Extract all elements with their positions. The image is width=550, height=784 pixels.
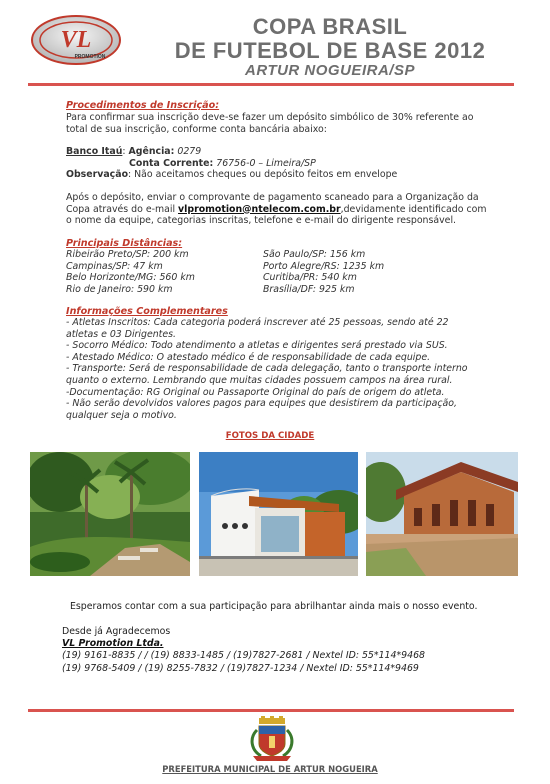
- city-photo-station: [366, 452, 518, 576]
- obs-value: : Não aceitamos cheques ou depósito feitos em envelope: [128, 169, 398, 181]
- svg-text:VL: VL: [60, 27, 92, 53]
- email-link[interactable]: vlpromotion@ntelecom.com.br: [178, 203, 341, 215]
- distance-item: Rio de Janeiro: 590 km: [66, 283, 173, 295]
- obs-label: Observação: [66, 169, 129, 181]
- distance-item: Campinas/SP: 47 km: [66, 260, 163, 272]
- invite-text: Esperamos contar com a sua participação para abrilhantar ainda mais o nosso evento.: [70, 601, 478, 612]
- header-divider: [28, 83, 514, 86]
- complementares-text: - Atletas Inscritos: Cada categoria poderá inscrever até 25 pessoas, sendo até 22 atletas e 03 Dirigentes. - Socorro Médico: Todo atendimento a atletas e dirigentes será prestado via SUS. - Atestado Médico: O atestado médico é de responsabilidade de cada equipe. - Transporte: Será de responsabilidade de cada delegação, tanto o transporte interno quanto o externo. Lembrando que muitas cidades possuem campos na área rural. -Documentação: RG Original ou Passaporte Original do país de origem do atleta. - Não serão devolvidos valores pagos para equipes que desistirem da participação, qualquer seja o motivo.: [66, 317, 468, 421]
- agencia-label: Agência:: [128, 146, 175, 157]
- prefeitura-footer-text: PREFEITURA MUNICIPAL DE ARTUR NOGUEIRA: [162, 764, 378, 774]
- distances-right-column: [263, 249, 463, 295]
- distance-item: Belo Horizonte/MG: 560 km: [66, 272, 195, 284]
- vl-promotion-logo: [30, 14, 122, 66]
- section-heading-distancias: Principais Distâncias:: [66, 238, 183, 249]
- phones-line-1: (19) 9161-8835 / / (19) 8833-1485 / (19)7827-2681 / Nextel ID: 55*114*9468: [62, 650, 426, 661]
- bank-label: Banco Itaú: [66, 146, 123, 157]
- section-heading-inscricao: Procedimentos de Inscrição:: [66, 100, 220, 111]
- footer-divider: [28, 709, 514, 712]
- distance-item: Porto Alegre/RS: 1235 km: [263, 260, 385, 272]
- city-photo-park: [30, 452, 190, 576]
- conta-value: 76756-0 – Limeira/SP: [216, 157, 316, 169]
- svg-text:PROMOTION: PROMOTION: [74, 54, 106, 60]
- thanks-text: Desde já Agradecemos: [62, 626, 171, 637]
- inscricao-text: Para confirmar sua inscrição deve-se fazer um depósito simbólico de 30% referente ao total de sua inscrição, conforme conta bancária abaixo:: [66, 112, 474, 135]
- distances-left-column: [66, 249, 246, 295]
- municipal-coat-of-arms: [247, 716, 297, 762]
- distance-item: Curitiba/PR: 540 km: [263, 272, 357, 284]
- conta-label: Conta Corrente:: [129, 157, 214, 169]
- agencia-value: 0279: [177, 146, 202, 157]
- distance-item: Brasília/DF: 925 km: [263, 283, 355, 295]
- phones-line-2: (19) 9768-5409 / (19) 8255-7832 / (19)7827-1234 / Nextel ID: 55*114*9469: [62, 663, 419, 674]
- title-line-2: DE FUTEBOL DE BASE 2012: [174, 38, 486, 63]
- bank-details: Banco Itaú: Agência: 0279 Conta Corrente: 76756-0 – Limeira/SP Observação: Não aceitamos cheques ou depósito feitos em envelope: [66, 146, 398, 181]
- distance-item: São Paulo/SP: 156 km: [263, 249, 366, 260]
- title-line-1: COPA BRASIL: [252, 14, 408, 39]
- deposit-instructions: Após o depósito, enviar o comprovante de pagamento scaneado para a Organização da Copa através do e-mail vlpromotion@ntelecom.com.br,devidamente identificado com o nome da equipe, categorias inscritas, telefone e e-mail do dirigente responsável.: [66, 192, 487, 227]
- city-photo-building: [199, 452, 358, 576]
- section-heading-fotos: FOTOS DA CIDADE: [225, 431, 315, 441]
- section-heading-complementares: Informações Complementares: [66, 306, 228, 317]
- title-line-3: ARTUR NOGUEIRA/SP: [245, 62, 415, 79]
- distance-item: Ribeirão Preto/SP: 200 km: [66, 249, 189, 260]
- company-name: VL Promotion Ltda.: [62, 638, 164, 649]
